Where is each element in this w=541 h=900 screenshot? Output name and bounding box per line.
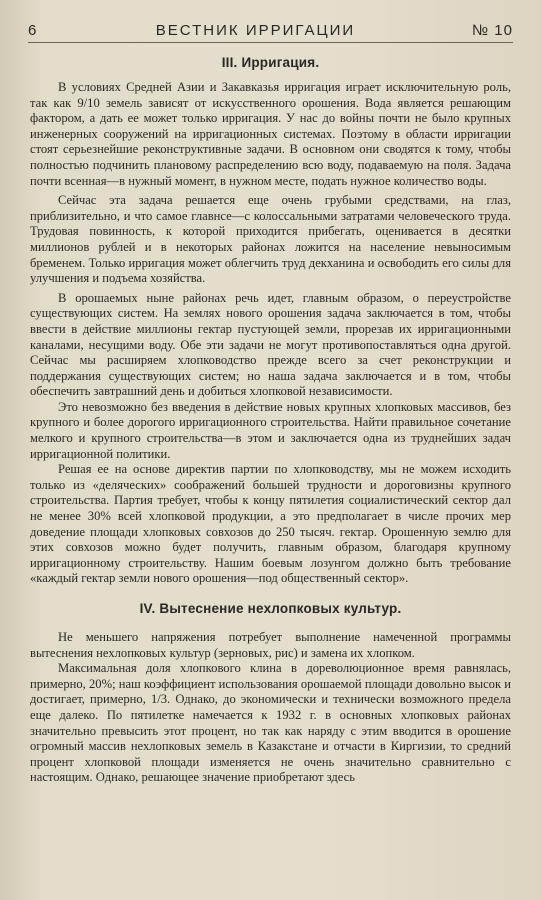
paragraph: В условиях Средней Азии и Закавказья ирригация играет исключительную роль, так как 9/10 земель зависят от искусственного орошения. Вода является решающим фактором, а дать ее может только ирригация. У нас до войны почти не было крупных инженерных сооружений на ирригационных системах. Поэтому в области ирригации стоят серьезнейшие реконструктивные задачи. В основном они сводятся к тому, чтобы полностью подчинить плановому распределению всю воду, подаваемую на поля. Задача почти всенная—в нужный момент, в нужном месте, подать нужное количество воды. (30, 80, 511, 188)
page-number: 6 (28, 22, 38, 39)
paragraph: Максимальная доля хлопкового клина в дореволюционное время равнялась, примерно, 20%; наш коэффициент использования орошаемой площади довольно высок и достигает, примерно, 1/3. Однако, до экономически и технически возможного предела еще далеко. По пятилетке намечается к 1932 г. в основных хлопковых районах значительно превысить этот процент, но так как наряду с этим вводится в орошение огромный массив нехлопковых земель в Казакстане и отчасти в Киргизии, то средний процент хлопковой площади изменяется не очень значительно сравнительно с настоящим. Однако, решающее значение приобретают здесь (30, 661, 511, 785)
page-header (28, 22, 513, 43)
paragraph: Решая ее на основе директив партии по хлопководству, мы не можем исходить только из «деляческих» соображений большей трудности и дороговизны крупного строительства. Партия требует, чтобы к концу пятилетия социалистический сектор дал не менее 30% всей хлопковой продукции, а это предполагает в числе прочих мер доведение площади хлопковых совхозов до 250 тысяч. гектар. Орошенную землю для этих совхозов можно будет получить, главным образом, благодаря крупному ирригационному строительству. Нашим боевым лозунгом должно быть требование «каждый гектар земли нового орошения—под общественный сектор». (30, 462, 511, 586)
issue-number: № 10 (472, 22, 513, 39)
paragraph: Это невозможно без введения в действие новых крупных хлопковых массивов, без крупного и более дорогого ирригационного строительства. Найти правильное сочетание мелкого и крупного строительства—в этом и заключается одна из труднейших задач ирригационной политики. (30, 399, 511, 461)
paragraph: Сейчас эта задача решается еще очень грубыми средствами, на глаз, приблизительно, и что самое главнсе—с колоссальными затратами человеческого труда. Трудовая повинность, к которой приходится прибегать, оценивается в десятки миллионов рублей и в некоторых районах ложится на население невыносимым бременем. Только ирригация может облегчить труд декханина и освободить его силы для улучшения и подъема хозяйства. (30, 193, 511, 286)
paragraph: Не меньшего напряжения потребует выполнение намеченной программы вытеснения нехлопковых культур (зерновых, рис) и замена их хлопком. (30, 630, 511, 660)
section-title-crop-displacement: IV. Вытеснение нехлопковых культур. (139, 601, 402, 616)
journal-title: ВЕСТНИК ИРРИГАЦИИ (155, 22, 356, 39)
section-title-irrigation: III. Ирригация. (221, 55, 320, 70)
paragraph: В орошаемых ныне районах речь идет, главным образом, о переустройстве существующих систем. На землях нового орошения задача заключается в том, чтобы ввести в действие миллионы гектар пустующей земли, прорезав их ирригационными каналами, несущими воду. Обе эти задачи не могут противопоставляться одна другой. Сейчас мы расширяем хлопководство прежде всего за счет реконструкции и поддержания существующих систем; но наша задача заключается и в том, чтобы обеспечить завтрашний день и добиться хлопковой независимости. (30, 290, 511, 399)
